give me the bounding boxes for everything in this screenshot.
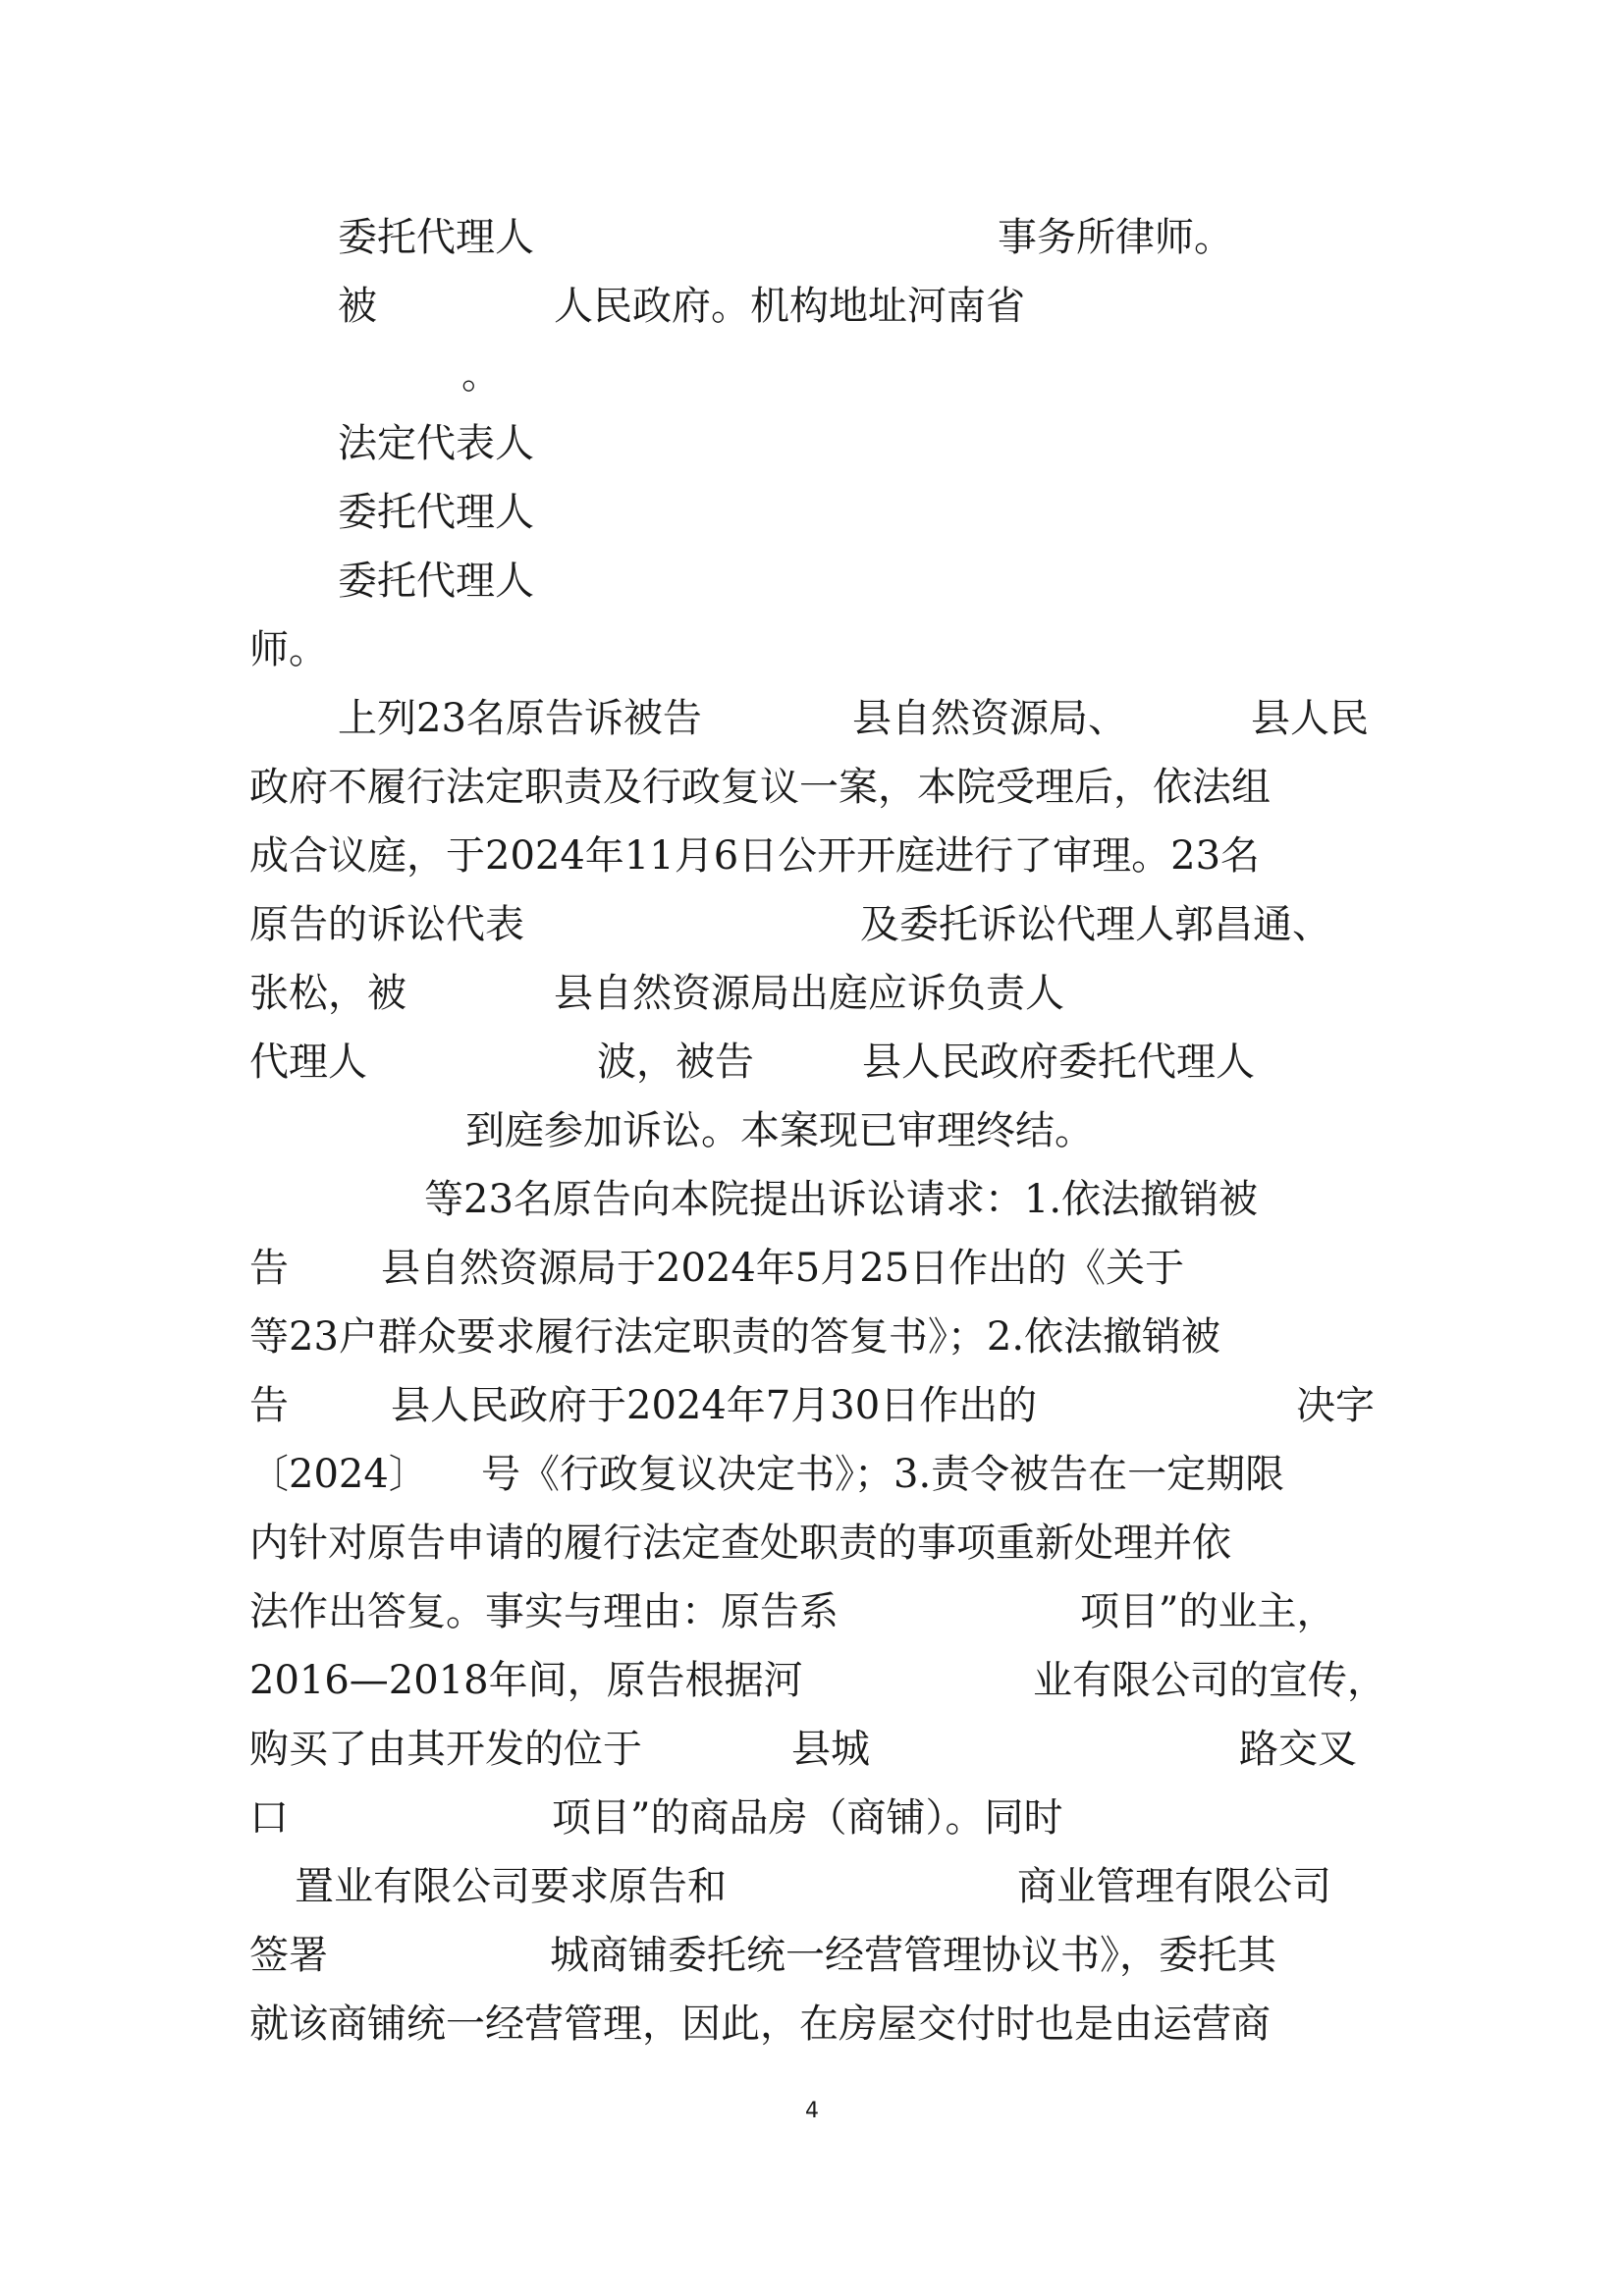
text-segment: 2016—2018年间，原告根据河 bbox=[249, 1658, 803, 1703]
text-segment: 县人民政府于2024年7月30日作出的 bbox=[391, 1383, 1038, 1428]
text-segment: 签署 bbox=[249, 1933, 328, 1978]
page-number: 4 bbox=[805, 2099, 819, 2123]
text-segment: 师。 bbox=[249, 627, 328, 672]
text-segment: 号《行政复议决定书》；3.责令被告在一定期限 bbox=[481, 1452, 1285, 1497]
text-segment: 。 bbox=[461, 352, 501, 398]
text-segment: 事务所律师。 bbox=[998, 215, 1233, 260]
text-segment: 置业有限公司要求原告和 bbox=[295, 1864, 727, 1909]
text-segment: 上列23名原告诉被告 bbox=[338, 696, 702, 741]
text-segment: 城商铺委托统一经营管理协议书》，委托其 bbox=[550, 1933, 1276, 1978]
text-segment: 购买了由其开发的位于 bbox=[249, 1727, 642, 1772]
text-segment: 县自然资源局、 bbox=[852, 696, 1127, 741]
text-segment: 委托代理人 bbox=[338, 490, 534, 535]
text-segment: 项目”的商品房（商铺）。同时 bbox=[552, 1795, 1063, 1841]
text-segment: 等23户群众要求履行法定职责的答复书》；2.依法撤销被 bbox=[249, 1314, 1221, 1360]
text-segment: 路交叉 bbox=[1239, 1727, 1357, 1772]
text-segment: 县自然资源局于2024年5月25日作出的《关于 bbox=[381, 1246, 1185, 1291]
text-segment: 〔2024〕 bbox=[249, 1452, 428, 1497]
text-segment: 告 bbox=[249, 1246, 289, 1291]
text-segment: 商业管理有限公司 bbox=[1017, 1864, 1331, 1909]
text-segment: 口 bbox=[249, 1795, 289, 1841]
text-segment: 内针对原告申请的履行法定查处职责的事项重新处理并依 bbox=[249, 1521, 1231, 1566]
text-segment: 项目”的业主， bbox=[1080, 1589, 1336, 1634]
text-segment: 决字 bbox=[1296, 1383, 1375, 1428]
text-segment: 委托代理人 bbox=[338, 559, 534, 604]
text-segment: 成合议庭，于2024年11月6日公开开庭进行了审理。23名 bbox=[249, 833, 1261, 879]
text-segment: 法定代表人 bbox=[338, 421, 534, 466]
text-segment: 被 bbox=[338, 284, 377, 329]
text-segment: 业有限公司的宣传， bbox=[1033, 1658, 1386, 1703]
text-segment: 县城 bbox=[791, 1727, 870, 1772]
text-segment: 就该商铺统一经营管理，因此，在房屋交付时也是由运营商 bbox=[249, 2002, 1271, 2047]
text-segment: 等23名原告向本院提出诉讼请求：1.依法撤销被 bbox=[424, 1177, 1259, 1222]
text-segment: 代理人 bbox=[249, 1040, 367, 1085]
text-segment: 人民政府。机构地址河南省 bbox=[554, 284, 1025, 329]
text-segment: 及委托诉讼代理人郭昌通、 bbox=[860, 902, 1331, 947]
text-segment: 波，被告 bbox=[597, 1040, 754, 1085]
text-segment: 委托代理人 bbox=[338, 215, 534, 260]
text-segment: 到庭参加诉讼。本案现已审理终结。 bbox=[465, 1108, 1094, 1153]
text-segment: 告 bbox=[249, 1383, 289, 1428]
text-segment: 县自然资源局出庭应诉负责人 bbox=[554, 971, 1064, 1016]
text-segment: 张松，被 bbox=[249, 971, 406, 1016]
text-segment: 县人民 bbox=[1251, 696, 1369, 741]
text-segment: 政府不履行法定职责及行政复议一案，本院受理后，依法组 bbox=[249, 765, 1271, 810]
text-segment: 法作出答复。事实与理由：原告系 bbox=[249, 1589, 839, 1634]
text-segment: 县人民政府委托代理人 bbox=[862, 1040, 1255, 1085]
text-segment: 原告的诉讼代表 bbox=[249, 902, 524, 947]
